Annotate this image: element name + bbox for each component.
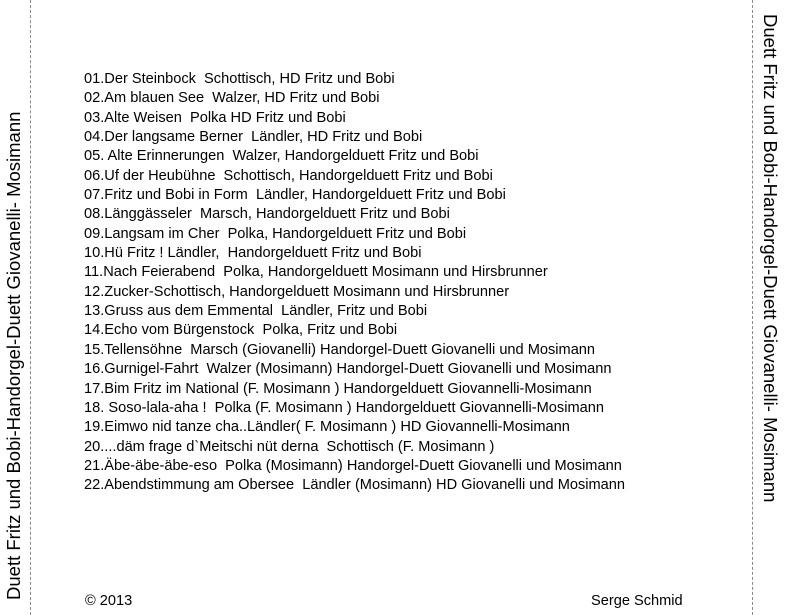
- track-item: 11.Nach Feierabend Polka, Handorgelduett Mosimann und Hirsbrunner: [84, 264, 548, 281]
- track-item: 09.Langsam im Cher Polka, Handorgelduett Fritz und Bobi: [84, 225, 467, 242]
- track-item: 13.Gruss aus dem Emmental Ländler, Fritz und Bobi: [84, 303, 428, 320]
- track-item: 16.Gurnigel-Fahrt Walzer (Mosimann) Handorgel-Duett Giovanelli und Mosimann: [84, 361, 612, 378]
- track-item: 04.Der langsame Berner Ländler, HD Fritz und Bobi: [84, 129, 423, 146]
- right-fold-line: [752, 0, 753, 615]
- right-spine-title: Duett Fritz und Bobi-Handorgel-Duett Giovanelli- Mosimann: [760, 14, 781, 503]
- track-list: [84, 70, 625, 496]
- track-item: 06.Uf der Heubühne Schottisch, Handorgelduett Fritz und Bobi: [84, 167, 493, 184]
- track-item: 01.Der Steinbock Schottisch, HD Fritz und Bobi: [84, 71, 395, 87]
- author-name: Serge Schmid: [591, 593, 683, 609]
- track-item: 17.Bim Fritz im National (F. Mosimann ) Handorgelduett Giovannelli-Mosimann: [84, 380, 592, 397]
- track-item: 18. Soso-lala-aha ! Polka (F. Mosimann ) Handorgelduett Giovannelli-Mosimann: [84, 399, 604, 416]
- left-fold-line: [30, 0, 31, 615]
- track-item: 15.Tellensöhne Marsch (Giovanelli) Handorgel-Duett Giovanelli und Mosimann: [84, 341, 596, 358]
- left-spine-title: Duett Fritz und Bobi-Handorgel-Duett Giovanelli- Mosimann: [3, 111, 24, 600]
- track-item: 14.Echo vom Bürgenstock Polka, Fritz und Bobi: [84, 322, 398, 339]
- track-item: 20....däm frage d`Meitschi nüt derna Schottisch (F. Mosimann ): [84, 438, 495, 455]
- track-item: 19.Eimwo nid tanze cha..Ländler( F. Mosimann ) HD Giovannelli-Mosimann: [84, 419, 570, 436]
- track-item: 05. Alte Erinnerungen Walzer, Handorgelduett Fritz und Bobi: [84, 148, 479, 165]
- track-item: 08.Länggässeler Marsch, Handorgelduett Fritz und Bobi: [84, 206, 450, 223]
- copyright-text: © 2013: [85, 593, 133, 609]
- track-item: 12.Zucker-Schottisch, Handorgelduett Mosimann und Hirsbrunner: [84, 283, 510, 300]
- track-item: 07.Fritz und Bobi in Form Ländler, Handorgelduett Fritz und Bobi: [84, 187, 506, 204]
- track-item: 21.Äbe-äbe-äbe-eso Polka (Mosimann) Handorgel-Duett Giovanelli und Mosimann: [84, 457, 622, 474]
- track-item: 10.Hü Fritz ! Ländler, Handorgelduett Fritz und Bobi: [84, 245, 422, 262]
- track-item: 03.Alte Weisen Polka HD Fritz und Bobi: [84, 109, 346, 126]
- track-item: 22.Abendstimmung am Obersee Ländler (Mosimann) HD Giovanelli und Mosimann: [84, 477, 626, 494]
- track-item: 02.Am blauen See Walzer, HD Fritz und Bobi: [84, 90, 380, 107]
